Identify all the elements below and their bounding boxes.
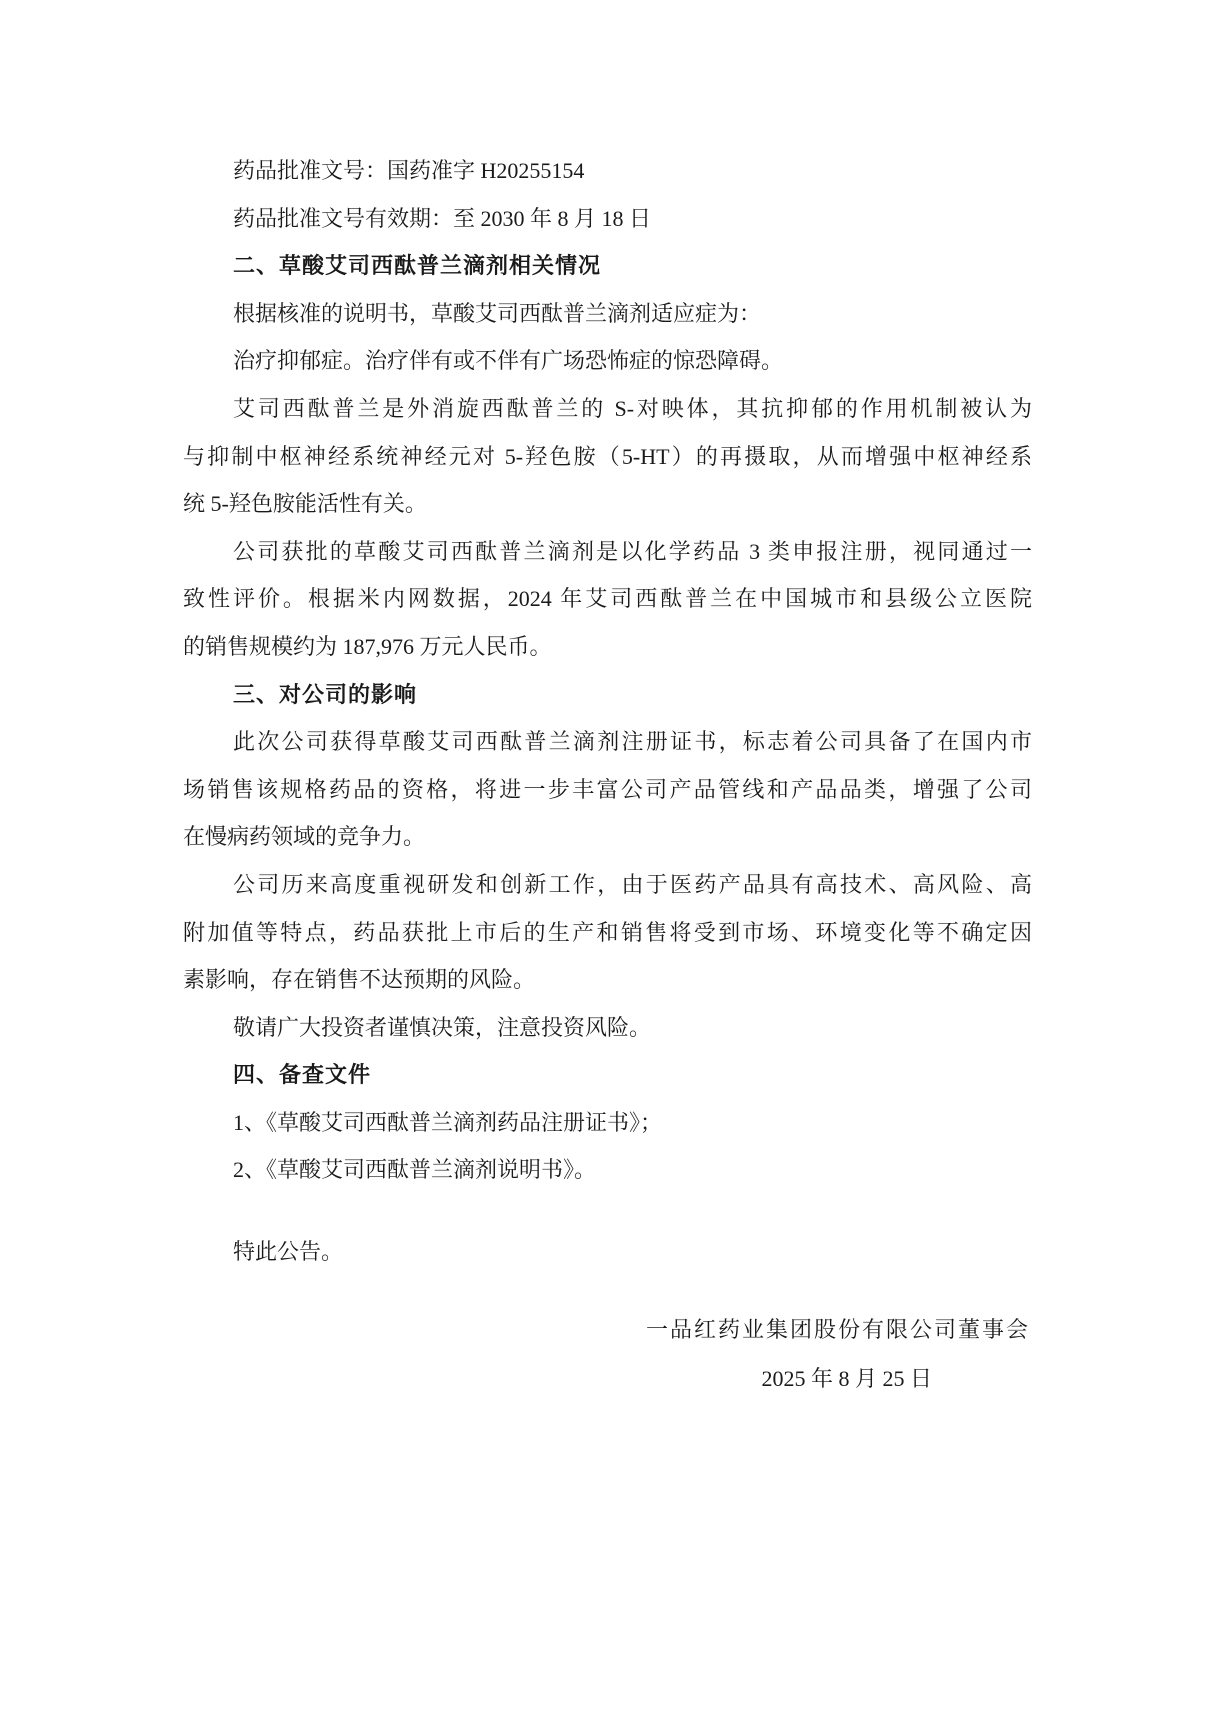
closing-line: 特此公告。 bbox=[233, 1239, 344, 1265]
mechanism-line-2: 与抑制中枢神经系统神经元对 5-羟色胺（5-HT）的再摄取，从而增强中枢神经系 bbox=[183, 443, 1032, 469]
section-3-heading: 三、对公司的影响 bbox=[233, 681, 418, 707]
impact-line-2: 场销售该规格药品的资格，将进一步丰富公司产品管线和产品品类，增强了公司 bbox=[183, 776, 1032, 802]
investor-notice-line: 敬请广大投资者谨慎决策，注意投资风险。 bbox=[233, 1014, 652, 1040]
registration-line-1: 公司获批的草酸艾司西酞普兰滴剂是以化学药品 3 类申报注册，视同通过一 bbox=[233, 538, 1032, 564]
risk-line-2: 附加值等特点，药品获批上市后的生产和销售将受到市场、环境变化等不确定因 bbox=[183, 919, 1032, 945]
registration-line-2: 致性评价。根据米内网数据，2024 年艾司西酞普兰在中国城市和县级公立医院 bbox=[183, 586, 1032, 612]
document-content bbox=[183, 147, 1032, 1403]
reference-doc-1-line: 1、《草酸艾司西酞普兰滴剂药品注册证书》； bbox=[233, 1109, 663, 1135]
section-2-heading: 二、草酸艾司西酞普兰滴剂相关情况 bbox=[233, 253, 602, 279]
risk-line-3: 素影响，存在销售不达预期的风险。 bbox=[183, 967, 536, 993]
mechanism-line-1: 艾司西酞普兰是外消旋西酞普兰的 S-对映体，其抗抑郁的作用机制被认为 bbox=[233, 395, 1032, 421]
risk-line-1: 公司历来高度重视研发和创新工作，由于医药产品具有高技术、高风险、高 bbox=[233, 871, 1032, 897]
registration-line-3: 的销售规模约为 187,976 万元人民币。 bbox=[183, 633, 552, 659]
mechanism-line-3: 统 5-羟色胺能活性有关。 bbox=[183, 491, 427, 517]
approval-validity-line: 药品批准文号有效期：至 2030 年 8 月 18 日 bbox=[233, 205, 652, 231]
indication-line: 治疗抑郁症。治疗伴有或不伴有广场恐怖症的惊恐障碍。 bbox=[233, 348, 784, 374]
signature-company: 一品红药业集团股份有限公司董事会 bbox=[645, 1316, 1030, 1342]
section-4-heading: 四、备查文件 bbox=[233, 1062, 372, 1088]
signature-date: 2025 年 8 月 25 日 bbox=[761, 1366, 932, 1392]
approval-number-line: 药品批准文号：国药准字 H20255154 bbox=[233, 158, 585, 183]
impact-line-1: 此次公司获得草酸艾司西酞普兰滴剂注册证书，标志着公司具备了在国内市 bbox=[233, 729, 1032, 755]
indication-intro-line: 根据核准的说明书，草酸艾司西酞普兰滴剂适应症为： bbox=[233, 300, 762, 326]
impact-line-3: 在慢病药领域的竞争力。 bbox=[183, 824, 426, 850]
reference-doc-2-line: 2、《草酸艾司西酞普兰滴剂说明书》。 bbox=[233, 1157, 597, 1183]
